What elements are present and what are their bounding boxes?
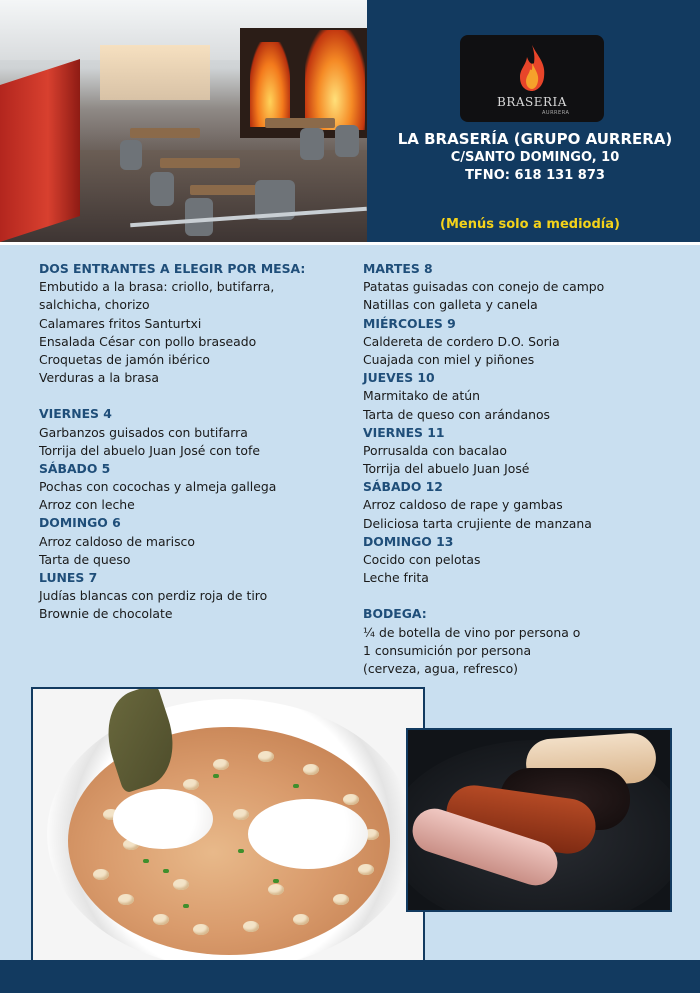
day-heading: JUEVES 10 [363,370,435,386]
day-heading: DOMINGO 13 [363,533,454,549]
lunch-only-notice: (Menús solo a mediodía) [440,217,620,232]
restaurant-phone: TFNO: 618 131 873 [465,168,605,183]
dish-item: Judías blancas con perdiz roja de tiro [39,588,268,604]
dish-item: Garbanzos guisados con butifarra [39,424,248,440]
header-divider [0,242,700,245]
bodega-heading: BODEGA: [363,606,427,622]
day-heading: VIERNES 11 [363,424,445,440]
starter-item: Embutido a la brasa: criollo, butifarra, [39,279,275,295]
starter-item: Ensalada César con pollo braseado [39,333,257,349]
dish-item: Patatas guisadas con conejo de campo [363,279,605,295]
menu-left-column [39,260,349,624]
restaurant-interior-photo [0,0,367,242]
dish-item: Natillas con galleta y canela [363,297,538,313]
day-heading: SÁBADO 12 [363,479,443,495]
dish-item: Cuajada con miel y piñones [363,351,535,367]
dish-item: Arroz con leche [39,497,135,513]
bean-stew-photo [31,687,425,966]
dish-item: Caldereta de cordero D.O. Soria [363,333,560,349]
dish-item: Pochas con cocochas y almeja gallega [39,479,277,495]
grilled-sausages-photo [406,728,672,912]
dish-item: Marmitako de atún [363,388,480,404]
bodega-item: (cerveza, agua, refresco) [363,660,519,676]
day-heading: VIERNES 4 [39,406,112,422]
restaurant-name: LA BRASERÍA (GRUPO AURRERA) [397,130,673,148]
dish-item: Tarta de queso [39,551,131,567]
logo-subtitle: AURRERA [542,110,570,116]
dish-item: Tarta de queso con arándanos [363,406,551,422]
footer-bar [0,960,700,993]
dish-item: Porrusalda con bacalao [363,442,507,458]
dish-item: Arroz caldoso de marisco [39,533,195,549]
day-heading: MIÉRCOLES 9 [363,315,456,331]
dish-item: Cocido con pelotas [363,552,481,567]
day-heading: DOMINGO 6 [39,515,121,531]
starter-item: Calamares fritos Santurtxi [39,315,202,331]
menu-right-column [363,260,683,678]
dish-item: Brownie de chocolate [39,606,173,622]
dish-item: Deliciosa tarta crujiente de manzana [363,515,592,531]
dish-item: Torrija del abuelo Juan José con tofe [39,442,260,458]
dish-item: Torrija del abuelo Juan José [363,461,530,477]
dish-item: Arroz caldoso de rape y gambas [363,497,563,513]
header-banner [0,0,700,242]
starter-item: Croquetas de jamón ibérico [39,351,211,367]
restaurant-address: C/SANTO DOMINGO, 10 [450,150,620,165]
day-heading: MARTES 8 [363,261,433,276]
flame-icon [512,43,552,93]
starters-heading: DOS ENTRANTES A ELEGIR POR MESA: [39,261,306,276]
braseria-logo [460,35,604,122]
logo-wordmark: BRASERIA [497,95,567,109]
bodega-item: 1 consumición por persona [363,642,532,658]
dish-item: Leche frita [363,570,429,586]
bodega-item: ¼ de botella de vino por persona o [363,624,581,640]
day-heading: LUNES 7 [39,570,98,585]
day-heading: SÁBADO 5 [39,460,111,476]
starter-item: Verduras a la brasa [39,370,159,386]
starter-item: salchicha, chorizo [39,297,150,313]
